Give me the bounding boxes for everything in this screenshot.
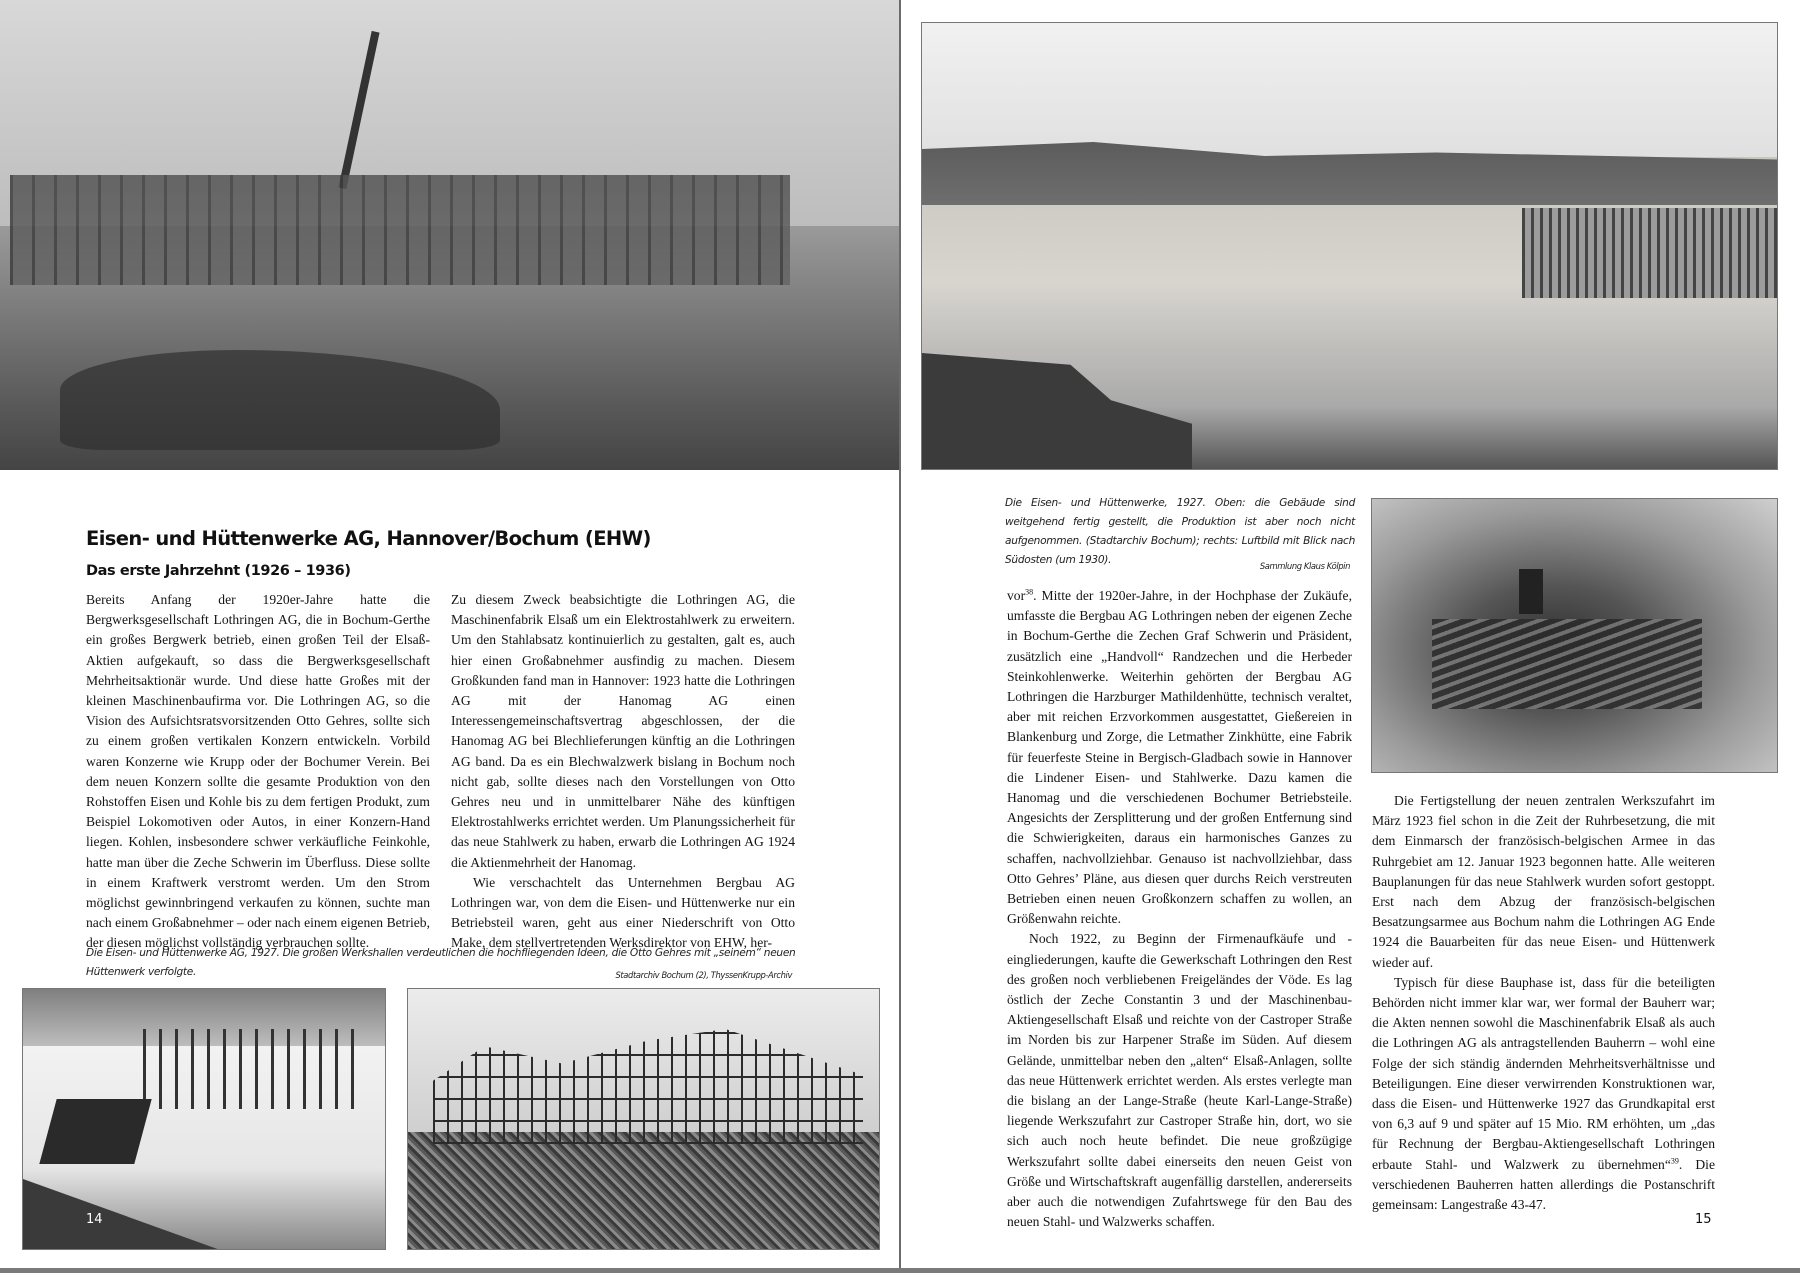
paragraph xyxy=(1372,973,1715,1215)
photo-caption-left: Die Eisen- und Hüttenwerke AG, 1927. Die großen Werkshallen verdeutlichen die hochfliegenden Ideen, die Otto Gehres mit „seinem“ neuen Hüttenwerk verfolgte. xyxy=(86,947,796,978)
photo-construction-site xyxy=(0,0,899,470)
text-column-4 xyxy=(1372,791,1715,1215)
hall-building-silhouette xyxy=(1522,208,1778,298)
photo-credit-right: Sammlung Klaus Kölpin xyxy=(1259,561,1350,571)
house-silhouette xyxy=(39,1099,151,1164)
paragraph-text: . Mitte der 1920er-Jahre, in der Hochphase der Zukäufe, umfasste die Bergbau AG Lothringen neben der eigenen Zeche in Bochum-Gerthe die Zechen Graf Schwerin und Präsident, zusätzlich eine „Handvoll“ Randzechen und die Herbeder Steinkohlenwerke. Weiterhin gehörten der Bergbau AG Lothringen die Harzburger Mathildenhütte, technisch veraltet, aber mit reichen Erzvorkommen ausgestattet, Gießereien in Blankenburg und Zorge, die Letmather Zinkhütte, eine Fabrik für feuerfeste Steine in Bergisch-Gladbach sowie in Hannover die Lindener Eisen- und Stahlwerke. Dazu kamen die Hanomag und die verschiedenen Bochumer Betriebsteile. Angesichts der Zersplitterung und der großen Entfernung sind die Schwierigkeiten, daraus ein harmonisches Ganzes zu schaffen, nachvollziehbar. Genauso ist nachvollziehbar, dass Otto Gehres’ Pläne, aus diesen quer durchs Reich verstreuten Betrieben einen neuen Großkonzern schaffen zu wollen, an Größenwahn reichte. xyxy=(1007,588,1352,927)
photo-caption-right: Die Eisen- und Hüttenwerke, 1927. Oben: die Gebäude sind weitgehend fertig gestellt, die Produktion ist aber noch nicht aufgenommen. (Stadtarchiv Bochum); rechts: Luftbild mit Blick nach Südosten (um 1930). xyxy=(1005,497,1355,566)
photo-sky xyxy=(922,23,1777,157)
page-bottom-edge xyxy=(0,1268,1800,1273)
paragraph-text: vor xyxy=(1007,588,1026,603)
paragraph: Die Fertigstellung der neuen zentralen Werkszufahrt im März 1923 fiel schon in die Zeit der Ruhrbesetzung, die mit dem Einmarsch der französisch-belgischen Armee in das Ruhrgebiet am 12. Januar 1923 begonnen hatte. Alle weiteren Bauplanungen für das neue Stahlwerk wurden sofort gestoppt. Erst nach dem Abzug der französisch-belgischen Besatzungsarmee aus Bochum nahm die Lothringen AG Ende 1924 die Bauarbeiten für das neue Eisen- und Hüttenwerk wieder auf. xyxy=(1372,793,1715,970)
halls-silhouette xyxy=(1432,619,1702,709)
page-number-left: 14 xyxy=(86,1212,103,1227)
text-column-3 xyxy=(1007,586,1352,1233)
frames-silhouette xyxy=(143,1029,363,1109)
photo-credit-left: Stadtarchiv Bochum (2), ThyssenKrupp-Archiv xyxy=(615,970,792,980)
paragraph: Noch 1922, zu Beginn der Firmenaufkäufe und -eingliederungen, kaufte die Gewerkschaft Lothringen den Rest des großen noch verbliebenen Freigeländes der Vöde. Es lag östlich der Zeche Constantin 3 und der Maschinenbau-Aktiengesellschaft Elsaß und reichte von der Castroper Straße im Norden bis zur Harpener Straße im Süden. Auf diesem Gelände, unmittelbar neben den „alten“ Elsaß-Anlagen, sollte das neue Hüttenwerk errichtet werden. Als erstes verlegte man die bislang an der Lange-Straße (heute Karl-Lange-Straße) liegende Werkszufahrt zur Castroper Straße hin, dort, wo sie sich auch noch heute befindet. Die neue großzügige Werkszufahrt sollte dabei einerseits den neuen Geist von Größe und Wirtschaftskraft augenfällig darstellen, andererseits aber auch die notwendigen Zufahrtswege für den Bau des neuen Stahl- und Walzwerks schaffen. xyxy=(1007,931,1352,1230)
photo-works-buildings-1927 xyxy=(921,22,1778,470)
footnote-ref: 38 xyxy=(1025,587,1034,597)
tower-silhouette xyxy=(1519,569,1543,614)
text-column-1 xyxy=(86,590,430,954)
section-subheading: Das erste Jahrzehnt (1926 – 1936) xyxy=(86,563,351,579)
hall-frame-silhouette xyxy=(10,175,790,285)
text-column-2 xyxy=(451,590,795,954)
photo-steel-hall-frames xyxy=(407,988,880,1250)
photo-ground xyxy=(408,1132,879,1249)
paragraph: Wie verschachtelt das Unternehmen Bergbau AG Lothringen war, von dem die Eisen- und Hüttenwerke nur ein Betriebsteil waren, geht aus einer Niederschrift von Otto Make, dem stellvertretenden Werksdirektor von EHW, her- xyxy=(451,874,795,951)
photo-aerial-view xyxy=(1371,498,1778,773)
page-gutter xyxy=(899,0,901,1273)
paragraph: Zu diesem Zweck beabsichtigte die Lothringen AG, die Maschinenfabrik Elsaß um ein Elektrostahlwerk zu erweitern. Um den Stahlabsatz kontinuierlich zu gestalten, galt es, auch hier einen Großabnehmer ausfindig zu machen. Diesem Großkunden fand man in Hannover: 1923 hatte die Lothringen AG mit der Hanomag AG einen Interessengemeinschaftsvertrag abgeschlossen, der die Hanomag AG bei Blechlieferungen künftig an die Lothringen AG band. Da es ein Blechwalzwerk bislang in Bochum noch nicht gab, sollte dieses nach den Vorstellungen von Otto Gehres neu und in unmittelbarer Nähe des künftigen Elektrostahlwerks errichtet werden. Um Planungssicherheit für das neue Stahlwerk zu haben, erwarb die Lothringen AG 1924 die Aktienmehrheit der Hanomag. xyxy=(451,592,795,870)
page-number-right: 15 xyxy=(1695,1212,1712,1227)
footnote-ref: 39 xyxy=(1670,1156,1679,1166)
paragraph-text: Typisch für diese Bauphase ist, dass für die beteiligten Behörden nicht immer klar war, wer formal der Bauherr war; die Akten nennen sowohl die Maschinenfabrik Elsaß als auch die Lothringen AG als antragstellenden Bauherrn – wohl eine Folge der sich ständig ändernden Mehrheitsverhältnisse und Beteiligungen. Eine dieser verwirrenden Konstruktionen war, dass die Eisen- und Hüttenwerke 1927 das Grundkapital erst von 6,3 auf 9 und später auf 15 Mio. RM erhöhten, um „das für Rechnung der Bergbau-Aktiengesellschaft Lothringen erbaute Stahl- und Walzwerk zu übernehmen“ xyxy=(1372,974,1715,1172)
paragraph xyxy=(1007,586,1352,929)
photo-snowy-works-site xyxy=(22,988,386,1250)
paragraph: Bereits Anfang der 1920er-Jahre hatte die Bergwerksgesellschaft Lothringen AG, die in Bochum-Gerthe ein großes Bergwerk betrieb, einen großen Teil der Elsaß-Aktien aufgekauft, so dass die Bergwerksgesellschaft Mehrheitsaktionär wurde. Und diese hatte Großes mit der kleinen Maschinenbaufirma vor. Die Lothringen AG, so die Vision des Aufsichtsratsvorsitzenden Otto Gehres, sollte sich zu einem großen vertikalen Konzern entwickeln. Vorbild waren Konzerne wie Krupp oder der Bochumer Verein. Bei dem neuen Konzern sollte die gesamte Produktion von den Rohstoffen Eisen und Kohle bis zu dem fertigen Produkt, zum Beispiel Lokomotiven oder Autos, in einer Konzern-Hand liegen. Kohlen, insbesondere schwer verkäufliche Feinkohle, hatte man über die Zeche Schwerin im Überfluss. Diese sollte in einem Kraftwerk verstromt werden. Um den Strom möglichst gewinnbringend verkaufen zu können, suchte man nach einem Großabnehmer – oder nach einem eigenen Betrieb, der diesen möglichst vollständig verbrauchen sollte. xyxy=(86,592,430,951)
paragraph-text: . Die verschiedenen Bauherren hatten allerdings die Postanschrift gemeinsam: Langestraße 43-47. xyxy=(1372,1156,1715,1213)
chapter-heading: Eisen- und Hüttenwerke AG, Hannover/Bochum (EHW) xyxy=(86,527,651,550)
